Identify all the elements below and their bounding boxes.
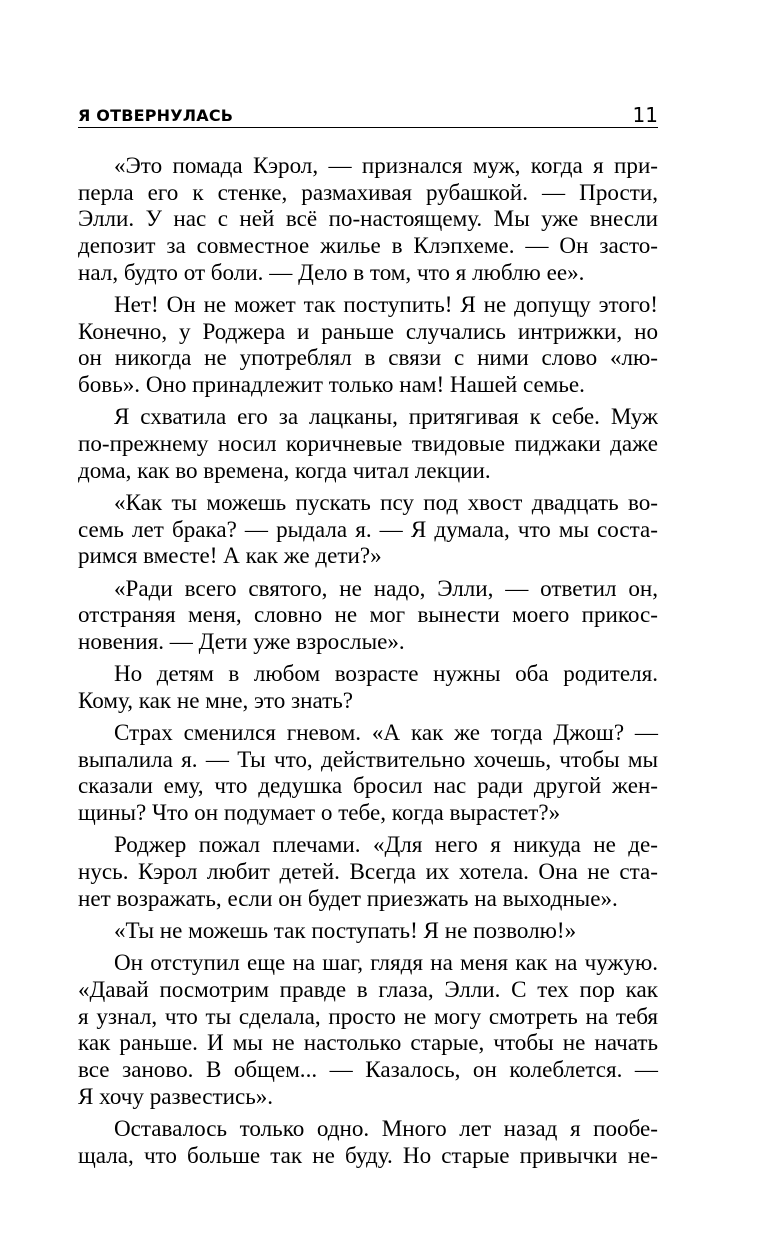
text-line: он никогда не употреблял в связи с ними слово «лю-: [78, 344, 658, 371]
text-line: щала, что больше так не буду. Но старые привычки не-: [78, 1141, 658, 1168]
text-line: Я схватила его за лацканы, притягивая к себе. Муж: [114, 403, 658, 430]
text-line: «Давай посмотрим правде в глаза, Элли. С тех пор как: [78, 975, 658, 1002]
paragraph: [78, 489, 658, 569]
text-line: нет возражать, если он будет приезжать на выходные».: [78, 884, 618, 911]
paragraph: [78, 660, 658, 713]
text-line: Кому, как не мне, это знать?: [78, 686, 354, 713]
text-line: щины? Что он подумает о тебе, когда вырастет?»: [78, 799, 561, 826]
text-line: по-прежнему носил коричневые твидовые пиджаки даже: [78, 430, 658, 457]
text-line: нусь. Кэрол любит детей. Всегда их хотела. Она не ста-: [78, 858, 658, 885]
text-line: нал, будто от боли. — Дело в том, что я люблю ее».: [78, 258, 585, 285]
page-number: 11: [632, 103, 658, 127]
text-line: Оставалось только одно. Много лет назад я пообе-: [114, 1114, 658, 1141]
text-line: Элли. У нас с ней всё по-настоящему. Мы уже внесли: [78, 205, 658, 232]
text-line: как раньше. И мы не настолько старые, чтобы не начать: [78, 1029, 658, 1056]
paragraph: [78, 291, 658, 398]
paragraph: [78, 831, 658, 911]
text-line: Он отступил еще на шаг, глядя на меня как на чужую.: [114, 949, 658, 976]
book-page: [78, 95, 658, 1174]
text-line: я узнал, что ты сделала, просто не могу смотреть на тебя: [78, 1002, 658, 1029]
paragraph: [78, 719, 658, 826]
text-line: «Ты не можешь так поступать! Я не позволю!»: [114, 916, 577, 943]
running-header: [78, 95, 658, 128]
paragraph: [78, 1115, 658, 1168]
paragraph: [78, 403, 658, 483]
text-line: бовь». Оно принадлежит только нам! Нашей семье.: [78, 371, 585, 398]
text-line: Нет! Он не может так поступить! Я не допущу этого!: [114, 291, 658, 318]
text-line: новения. — Дети уже взрослые».: [78, 627, 405, 654]
text-line: Я хочу развестись».: [78, 1082, 274, 1109]
body-text: [78, 152, 658, 1168]
paragraph: [78, 575, 658, 655]
text-line: дома, как во времена, когда читал лекции.: [78, 456, 491, 483]
text-line: Роджер пожал плечами. «Для него я никуда не де-: [114, 831, 658, 858]
text-line: сказали ему, что дедушка бросил нас ради другой жен-: [78, 772, 658, 799]
text-line: римся вместе! А как же дети?»: [78, 542, 382, 569]
text-line: отстраняя меня, словно не мог вынести моего прикос-: [78, 601, 658, 628]
text-line: все заново. В общем... — Казалось, он колеблется. —: [78, 1056, 658, 1082]
paragraph: [78, 949, 658, 1109]
text-line: выпалила я. — Ты что, действительно хочешь, чтобы мы: [78, 745, 658, 772]
paragraph: [78, 152, 658, 286]
text-line: «Как ты можешь пускать псу под хвост двадцать во-: [114, 488, 658, 515]
text-line: Конечно, у Роджера и раньше случались интрижки, но: [78, 317, 658, 344]
paragraph: [78, 917, 658, 944]
text-line: семь лет брака? — рыдала я. — Я думала, что мы соста-: [78, 515, 658, 542]
text-line: «Ради всего святого, не надо, Элли, — ответил он,: [114, 574, 658, 601]
text-line: Но детям в любом возрасте нужны оба родителя.: [114, 660, 658, 687]
text-line: «Это помада Кэрол, — признался муж, когда я при-: [114, 152, 658, 178]
running-title: Я ОТВЕРНУЛАСЬ: [78, 106, 234, 125]
text-line: перла его к стенке, размахивая рубашкой. — Прости,: [78, 178, 658, 205]
text-line: Страх сменился гневом. «А как же тогда Джош? —: [114, 719, 658, 746]
text-line: депозит за совместное жилье в Клэпхеме. — Он засто-: [78, 232, 658, 259]
